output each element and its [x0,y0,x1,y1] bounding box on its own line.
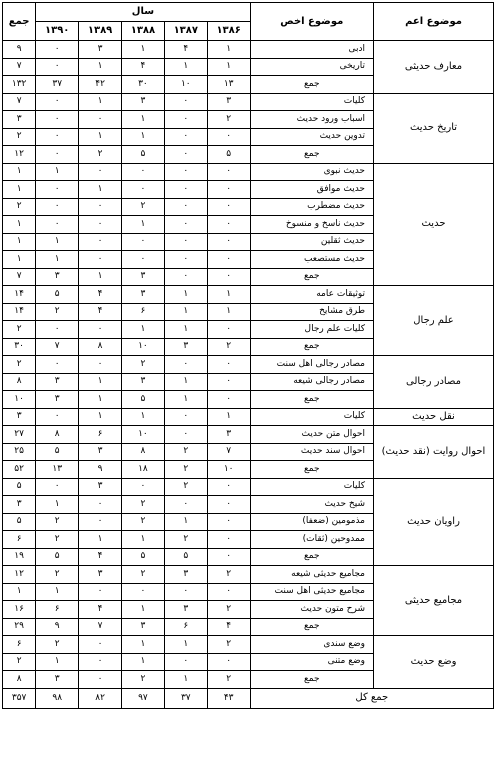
header-general-topic: موضوع اعم [374,3,494,41]
year-value-cell: ۲ [164,531,207,549]
year-value-cell: ۰ [79,583,122,601]
row-total-cell: ۶ [3,531,36,549]
header-year-2: ۱۳۸۸ [122,22,165,41]
year-value-cell: ۴ [164,41,207,59]
year-value-cell: ۱ [164,636,207,654]
year-value-cell: ۰ [36,181,79,199]
year-value-cell: ۰ [164,198,207,216]
row-label: جمع [250,548,373,566]
year-value-cell: ۰ [207,251,250,269]
row-label: جمع [250,338,373,356]
year-value-cell: ۰ [207,198,250,216]
row-total-cell: ۱ [3,163,36,181]
year-value-cell: ۰ [164,426,207,444]
year-value-cell: ۰ [164,128,207,146]
row-total-cell: ۳ [3,408,36,426]
row-label: وضع متنی [250,653,373,671]
table-row [3,636,494,654]
row-total-cell: ۲۵ [3,443,36,461]
row-total-cell: ۱۹ [3,548,36,566]
year-value-cell: ۲ [207,671,250,689]
year-value-cell: ۰ [36,356,79,374]
year-value-cell: ۲ [207,601,250,619]
grand-total-year-cell: ۸۲ [79,688,122,708]
year-value-cell: ۰ [36,111,79,129]
year-value-cell: ۱ [122,111,165,129]
year-value-cell: ۲ [79,146,122,164]
year-value-cell: ۱ [164,513,207,531]
year-value-cell: ۰ [79,513,122,531]
row-total-cell: ۸ [3,373,36,391]
row-label: حدیث ثقلین [250,233,373,251]
year-value-cell: ۱ [79,128,122,146]
year-value-cell: ۰ [164,93,207,111]
row-label: جمع [250,391,373,409]
year-value-cell: ۰ [207,496,250,514]
table-row [3,426,494,444]
year-value-cell: ۵ [36,286,79,304]
year-value-cell: ۱۰ [122,338,165,356]
year-value-cell: ۵ [122,548,165,566]
year-value-cell: ۱ [122,653,165,671]
year-value-cell: ۱ [79,58,122,76]
year-value-cell: ۵ [36,443,79,461]
year-value-cell: ۲ [122,513,165,531]
row-total-cell: ۲ [3,198,36,216]
grand-total-year-cell: ۹۸ [36,688,79,708]
year-value-cell: ۲ [36,513,79,531]
year-value-cell: ۳۷ [36,76,79,94]
year-value-cell: ۳ [122,373,165,391]
year-value-cell: ۹ [79,461,122,479]
row-total-cell: ۱۶ [3,601,36,619]
year-value-cell: ۰ [207,548,250,566]
row-label: کلیات علم رجال [250,321,373,339]
year-value-cell: ۱ [36,653,79,671]
year-value-cell: ۴ [79,286,122,304]
year-value-cell: ۱ [164,58,207,76]
year-value-cell: ۱ [122,41,165,59]
row-total-cell: ۱۲ [3,566,36,584]
year-value-cell: ۱ [36,233,79,251]
row-total-cell: ۲ [3,128,36,146]
year-value-cell: ۰ [36,146,79,164]
header-year-0: ۱۳۸۶ [207,22,250,41]
year-value-cell: ۰ [36,478,79,496]
year-value-cell: ۲ [207,566,250,584]
row-label: حدیث مضطرب [250,198,373,216]
year-value-cell: ۰ [79,198,122,216]
year-value-cell: ۱۳ [36,461,79,479]
row-label: حدیث موافق [250,181,373,199]
year-value-cell: ۲ [122,198,165,216]
header-year-1: ۱۳۸۷ [164,22,207,41]
row-label: اسباب ورود حدیث [250,111,373,129]
table-row [3,566,494,584]
year-value-cell: ۶ [164,618,207,636]
year-value-cell: ۰ [164,146,207,164]
year-value-cell: ۳ [122,618,165,636]
year-value-cell: ۰ [36,58,79,76]
year-value-cell: ۱ [79,373,122,391]
row-total-cell: ۲ [3,356,36,374]
year-value-cell: ۳ [36,391,79,409]
year-value-cell: ۲ [164,461,207,479]
group-label: احوال روایت (نقد حدیث) [374,426,494,479]
row-label: وضع سندی [250,636,373,654]
row-total-cell: ۲ [3,653,36,671]
year-value-cell: ۷ [207,443,250,461]
year-value-cell: ۰ [164,251,207,269]
year-value-cell: ۳ [122,93,165,111]
year-value-cell: ۰ [122,233,165,251]
row-total-cell: ۷ [3,268,36,286]
year-value-cell: ۱ [164,286,207,304]
year-value-cell: ۰ [122,181,165,199]
header-year-3: ۱۳۸۹ [79,22,122,41]
table-row [3,93,494,111]
year-value-cell: ۱۰ [122,426,165,444]
year-value-cell: ۱ [122,636,165,654]
year-value-cell: ۴ [79,548,122,566]
row-total-cell: ۸ [3,671,36,689]
topic-year-table [2,2,494,709]
year-value-cell: ۱ [79,391,122,409]
row-total-cell: ۱ [3,251,36,269]
year-value-cell: ۰ [122,251,165,269]
year-value-cell: ۰ [36,93,79,111]
row-total-cell: ۶ [3,636,36,654]
row-label: مذمومین (ضعفا) [250,513,373,531]
year-value-cell: ۳ [122,268,165,286]
year-value-cell: ۰ [79,216,122,234]
year-value-cell: ۰ [122,478,165,496]
row-total-cell: ۵ [3,513,36,531]
year-value-cell: ۱۳ [207,76,250,94]
year-value-cell: ۴ [79,601,122,619]
year-value-cell: ۰ [164,408,207,426]
year-value-cell: ۵ [164,548,207,566]
year-value-cell: ۱ [207,408,250,426]
year-value-cell: ۱ [79,408,122,426]
row-label: شرح متون حدیث [250,601,373,619]
year-value-cell: ۳ [164,338,207,356]
year-value-cell: ۳ [164,566,207,584]
row-total-cell: ۱۴ [3,286,36,304]
row-total-cell: ۲۹ [3,618,36,636]
year-value-cell: ۸ [122,443,165,461]
year-value-cell: ۲ [122,496,165,514]
row-total-cell: ۱ [3,181,36,199]
year-value-cell: ۱ [79,93,122,111]
year-value-cell: ۰ [36,321,79,339]
table-row [3,163,494,181]
year-value-cell: ۰ [207,513,250,531]
row-label: جمع [250,671,373,689]
row-label: جمع [250,146,373,164]
year-value-cell: ۰ [36,408,79,426]
row-total-cell: ۷ [3,93,36,111]
grand-total-year-cell: ۴۳ [207,688,250,708]
year-value-cell: ۲ [122,356,165,374]
table-row [3,41,494,59]
row-label: توثیقات عامه [250,286,373,304]
row-total-cell: ۲۷ [3,426,36,444]
year-value-cell: ۱ [36,251,79,269]
year-value-cell: ۳ [122,286,165,304]
row-label: مجامیع حدیثی اهل سنت [250,583,373,601]
year-value-cell: ۰ [79,233,122,251]
year-value-cell: ۰ [164,233,207,251]
row-label: طرق مشایخ [250,303,373,321]
group-label: تاریخ حدیث [374,93,494,163]
year-value-cell: ۰ [122,163,165,181]
year-value-cell: ۱ [79,181,122,199]
year-value-cell: ۳ [164,601,207,619]
year-value-cell: ۰ [79,496,122,514]
table-row [3,408,494,426]
year-value-cell: ۱ [122,408,165,426]
row-label: مجامیع حدیثی شیعه [250,566,373,584]
row-total-cell: ۱۴ [3,303,36,321]
year-value-cell: ۱ [164,671,207,689]
year-value-cell: ۳ [36,671,79,689]
year-value-cell: ۰ [207,653,250,671]
year-value-cell: ۵ [122,146,165,164]
year-value-cell: ۰ [207,391,250,409]
year-value-cell: ۴ [122,58,165,76]
row-total-cell: ۱۳۲ [3,76,36,94]
year-value-cell: ۶ [122,303,165,321]
year-value-cell: ۲ [207,111,250,129]
row-label: کلیات [250,478,373,496]
year-value-cell: ۷ [79,618,122,636]
year-value-cell: ۰ [164,356,207,374]
year-value-cell: ۰ [164,181,207,199]
year-value-cell: ۳۰ [122,76,165,94]
header-total: جمع [3,3,36,41]
year-value-cell: ۵ [122,391,165,409]
table-row [3,478,494,496]
header-specific-topic: موضوع اخص [250,3,373,41]
row-label: مصادر رجالی شیعه [250,373,373,391]
year-value-cell: ۱ [207,286,250,304]
year-value-cell: ۱ [122,216,165,234]
year-value-cell: ۹ [36,618,79,636]
row-total-cell: ۷ [3,58,36,76]
year-value-cell: ۰ [207,321,250,339]
row-label: حدیث ناسخ و منسوخ [250,216,373,234]
year-value-cell: ۰ [207,356,250,374]
row-label: کلیات [250,93,373,111]
year-value-cell: ۲ [36,636,79,654]
group-label: وضع حدیث [374,636,494,689]
year-value-cell: ۳ [79,41,122,59]
year-value-cell: ۱ [36,496,79,514]
header-year-4: ۱۳۹۰ [36,22,79,41]
header-year: سال [36,3,250,22]
year-value-cell: ۰ [79,111,122,129]
grand-total-year-cell: ۹۷ [122,688,165,708]
row-label: جمع [250,461,373,479]
row-label: احوال سند حدیث [250,443,373,461]
year-value-cell: ۱ [207,41,250,59]
year-value-cell: ۰ [164,496,207,514]
row-label: جمع [250,76,373,94]
row-label: شیخ حدیث [250,496,373,514]
year-value-cell: ۰ [207,583,250,601]
year-value-cell: ۵ [36,548,79,566]
year-value-cell: ۱ [164,303,207,321]
year-value-cell: ۲ [164,443,207,461]
year-value-cell: ۰ [164,163,207,181]
year-value-cell: ۰ [36,128,79,146]
row-total-cell: ۳۰ [3,338,36,356]
table-row [3,286,494,304]
year-value-cell: ۳ [79,443,122,461]
row-label: تاریخی [250,58,373,76]
year-value-cell: ۰ [207,268,250,286]
year-value-cell: ۱۰ [207,461,250,479]
year-value-cell: ۰ [207,163,250,181]
year-value-cell: ۸ [79,338,122,356]
year-value-cell: ۰ [36,41,79,59]
year-value-cell: ۱۰ [164,76,207,94]
year-value-cell: ۲ [122,671,165,689]
year-value-cell: ۷ [36,338,79,356]
year-value-cell: ۰ [207,216,250,234]
year-value-cell: ۲ [207,338,250,356]
year-value-cell: ۶ [79,426,122,444]
row-total-cell: ۳ [3,111,36,129]
year-value-cell: ۱ [122,531,165,549]
year-value-cell: ۰ [79,251,122,269]
year-value-cell: ۳ [207,93,250,111]
row-total-cell: ۱ [3,233,36,251]
year-value-cell: ۰ [79,653,122,671]
year-value-cell: ۳ [36,268,79,286]
year-value-cell: ۰ [207,478,250,496]
year-value-cell: ۳ [79,566,122,584]
grand-total-year-cell: ۳۷ [164,688,207,708]
year-value-cell: ۸ [36,426,79,444]
year-value-cell: ۲ [164,478,207,496]
year-value-cell: ۰ [36,216,79,234]
year-value-cell: ۱ [164,373,207,391]
grand-total-row [3,688,494,708]
table-row [3,356,494,374]
year-value-cell: ۰ [122,583,165,601]
row-total-cell: ۱۰ [3,391,36,409]
row-total-cell: ۵۲ [3,461,36,479]
year-value-cell: ۱۸ [122,461,165,479]
year-value-cell: ۲ [122,566,165,584]
group-label: نقل حدیث [374,408,494,426]
year-value-cell: ۱ [122,321,165,339]
year-value-cell: ۳ [207,426,250,444]
year-value-cell: ۴ [79,303,122,321]
year-value-cell: ۲ [36,566,79,584]
year-value-cell: ۰ [164,583,207,601]
row-label: حدیث نبوی [250,163,373,181]
row-label: جمع [250,618,373,636]
year-value-cell: ۴ [207,618,250,636]
year-value-cell: ۱ [122,128,165,146]
year-value-cell: ۰ [79,671,122,689]
row-label: ممدوحین (ثقات) [250,531,373,549]
row-total-cell: ۱ [3,583,36,601]
year-value-cell: ۰ [164,111,207,129]
year-value-cell: ۱ [79,531,122,549]
year-value-cell: ۱ [207,303,250,321]
year-value-cell: ۰ [207,233,250,251]
year-value-cell: ۰ [79,321,122,339]
group-label: مجامیع حدیثی [374,566,494,636]
group-label: حدیث [374,163,494,286]
year-value-cell: ۱ [36,583,79,601]
row-total-cell: ۳ [3,496,36,514]
year-value-cell: ۶ [36,601,79,619]
year-value-cell: ۱ [79,268,122,286]
year-value-cell: ۱ [164,391,207,409]
row-total-cell: ۱۲ [3,146,36,164]
row-label: احوال متن حدیث [250,426,373,444]
year-value-cell: ۳ [79,478,122,496]
year-value-cell: ۰ [207,373,250,391]
year-value-cell: ۱ [122,601,165,619]
row-label: مصادر رجالی اهل سنت [250,356,373,374]
year-value-cell: ۰ [79,636,122,654]
year-value-cell: ۰ [207,128,250,146]
group-label: راویان حدیث [374,478,494,566]
row-total-cell: ۵ [3,478,36,496]
year-value-cell: ۰ [164,268,207,286]
group-label: علم رجال [374,286,494,356]
table-body [3,41,494,709]
row-total-cell: ۱ [3,216,36,234]
row-total-cell: ۹ [3,41,36,59]
row-label: ادبی [250,41,373,59]
year-value-cell: ۰ [164,653,207,671]
row-label: تدوین حدیث [250,128,373,146]
row-label: جمع [250,268,373,286]
year-value-cell: ۱ [207,58,250,76]
year-value-cell: ۲ [36,303,79,321]
year-value-cell: ۰ [207,531,250,549]
year-value-cell: ۰ [164,216,207,234]
year-value-cell: ۳ [36,373,79,391]
row-label: کلیات [250,408,373,426]
grand-total-label: جمع کل [250,688,493,708]
year-value-cell: ۰ [79,356,122,374]
year-value-cell: ۰ [36,198,79,216]
group-label: مصادر رجالی [374,356,494,409]
year-value-cell: ۱ [36,163,79,181]
row-label: حدیث مستصعب [250,251,373,269]
year-value-cell: ۴۲ [79,76,122,94]
year-value-cell: ۰ [79,163,122,181]
group-label: معارف حدیثی [374,41,494,94]
year-value-cell: ۱ [164,321,207,339]
year-value-cell: ۵ [207,146,250,164]
year-value-cell: ۲ [36,531,79,549]
year-value-cell: ۰ [207,181,250,199]
year-value-cell: ۲ [207,636,250,654]
row-total-cell: ۲ [3,321,36,339]
grand-total-cell: ۳۵۷ [3,688,36,708]
